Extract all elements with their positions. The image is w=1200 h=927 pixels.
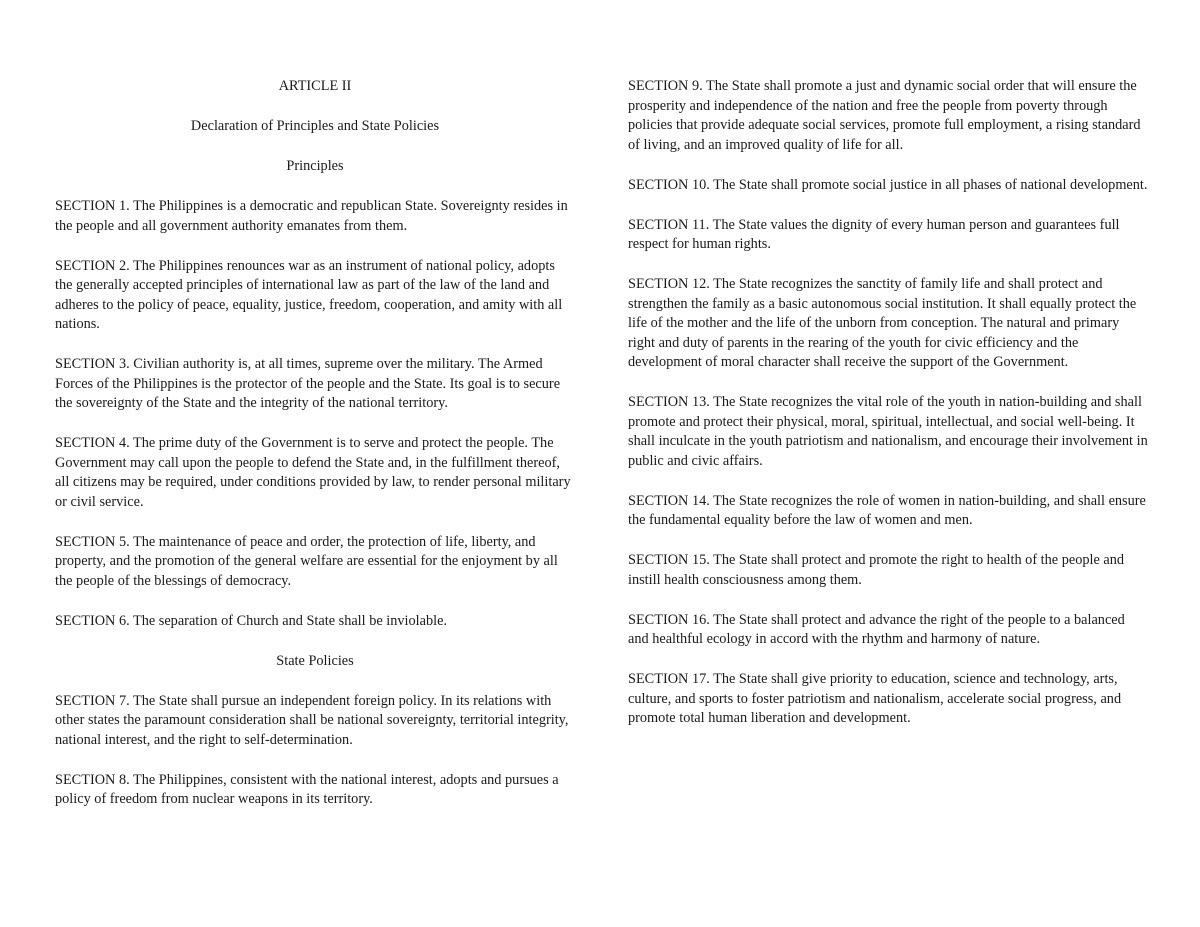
section-8: SECTION 8. The Philippines, consistent with the national interest, adopts and pursues a policy of freedom from nuclear weapons in its territory. bbox=[55, 771, 559, 807]
section-14: SECTION 14. The State recognizes the role of women in nation-building, and shall ensure the fundamental equality before the law of women and men. bbox=[628, 492, 1146, 528]
section-7: SECTION 7. The State shall pursue an independent foreign policy. In its relations with other states the paramount consideration shall be national sovereignty, territorial integrity, national interest, and the right to self-determination. bbox=[55, 692, 569, 748]
section-10: SECTION 10. The State shall promote social justice in all phases of national development. bbox=[628, 176, 1148, 193]
section-6: SECTION 6. The separation of Church and State shall be inviolable. bbox=[55, 612, 448, 629]
section-12: SECTION 12. The State recognizes the sanctity of family life and shall protect and strengthen the family as a basic autonomous social institution. It shall equally protect the life of the mother and the life of the unborn from conception. The natural and primary right and duty of parents in the rearing of the youth for civic efficiency and the development of moral character shall receive the support of the Government. bbox=[628, 276, 1137, 370]
left-column bbox=[55, 77, 575, 830]
section-17: SECTION 17. The State shall give priority to education, science and technology, arts, culture, and sports to foster patriotism and nationalism, accelerate social progress, and promote total human liberation and development. bbox=[628, 671, 1122, 726]
section-4: SECTION 4. The prime duty of the Government is to serve and protect the people. The Government may call upon the people to defend the State and, in the fulfillment thereof, all citizens may be required, under conditions provided by law, to render personal military or civil service. bbox=[55, 435, 571, 510]
article-title: Declaration of Principles and State Policies bbox=[190, 118, 440, 134]
section-9: SECTION 9. The State shall promote a just and dynamic social order that will ensure the prosperity and independence of the nation and free the people from poverty through policies that provide adequate social services, promote full employment, a rising standard of living, and an improved quality of life for all. bbox=[628, 78, 1141, 153]
section-3: SECTION 3. Civilian authority is, at all times, supreme over the military. The Armed Forces of the Philippines is the protector of the people and the State. Its goal is to secure the sovereignty of the State and the integrity of the national territory. bbox=[55, 356, 561, 411]
section-15: SECTION 15. The State shall protect and promote the right to health of the people and instill health consciousness among them. bbox=[628, 552, 1125, 588]
right-column bbox=[628, 77, 1148, 749]
section-2: SECTION 2. The Philippines renounces war as an instrument of national policy, adopts the generally accepted principles of international law as part of the law of the land and adheres to the policy of peace, equality, justice, freedom, cooperation, and amity with all nations. bbox=[55, 257, 563, 332]
state-policies-heading: State Policies bbox=[276, 652, 354, 669]
section-16: SECTION 16. The State shall protect and advance the right of the people to a balanced and healthful ecology in accord with the rhythm and harmony of nature. bbox=[628, 611, 1125, 647]
section-5: SECTION 5. The maintenance of peace and order, the protection of life, liberty, and property, and the promotion of the general welfare are essential for the enjoyment by all the people of the blessings of democracy. bbox=[55, 533, 558, 589]
article-heading: ARTICLE II bbox=[278, 78, 352, 94]
section-13: SECTION 13. The State recognizes the vital role of the youth in nation-building and shall promote and protect their physical, moral, spiritual, intellectual, and social well-being. It shall inculcate in the youth patriotism and nationalism, and encourage their involvement in public and civic affairs. bbox=[628, 394, 1148, 469]
section-11: SECTION 11. The State values the dignity of every human person and guarantees full respect for human rights. bbox=[628, 216, 1120, 252]
principles-heading: Principles bbox=[286, 158, 344, 174]
section-1: SECTION 1. The Philippines is a democratic and republican State. Sovereignty resides in the people and all government authority emanates from them. bbox=[55, 198, 568, 234]
